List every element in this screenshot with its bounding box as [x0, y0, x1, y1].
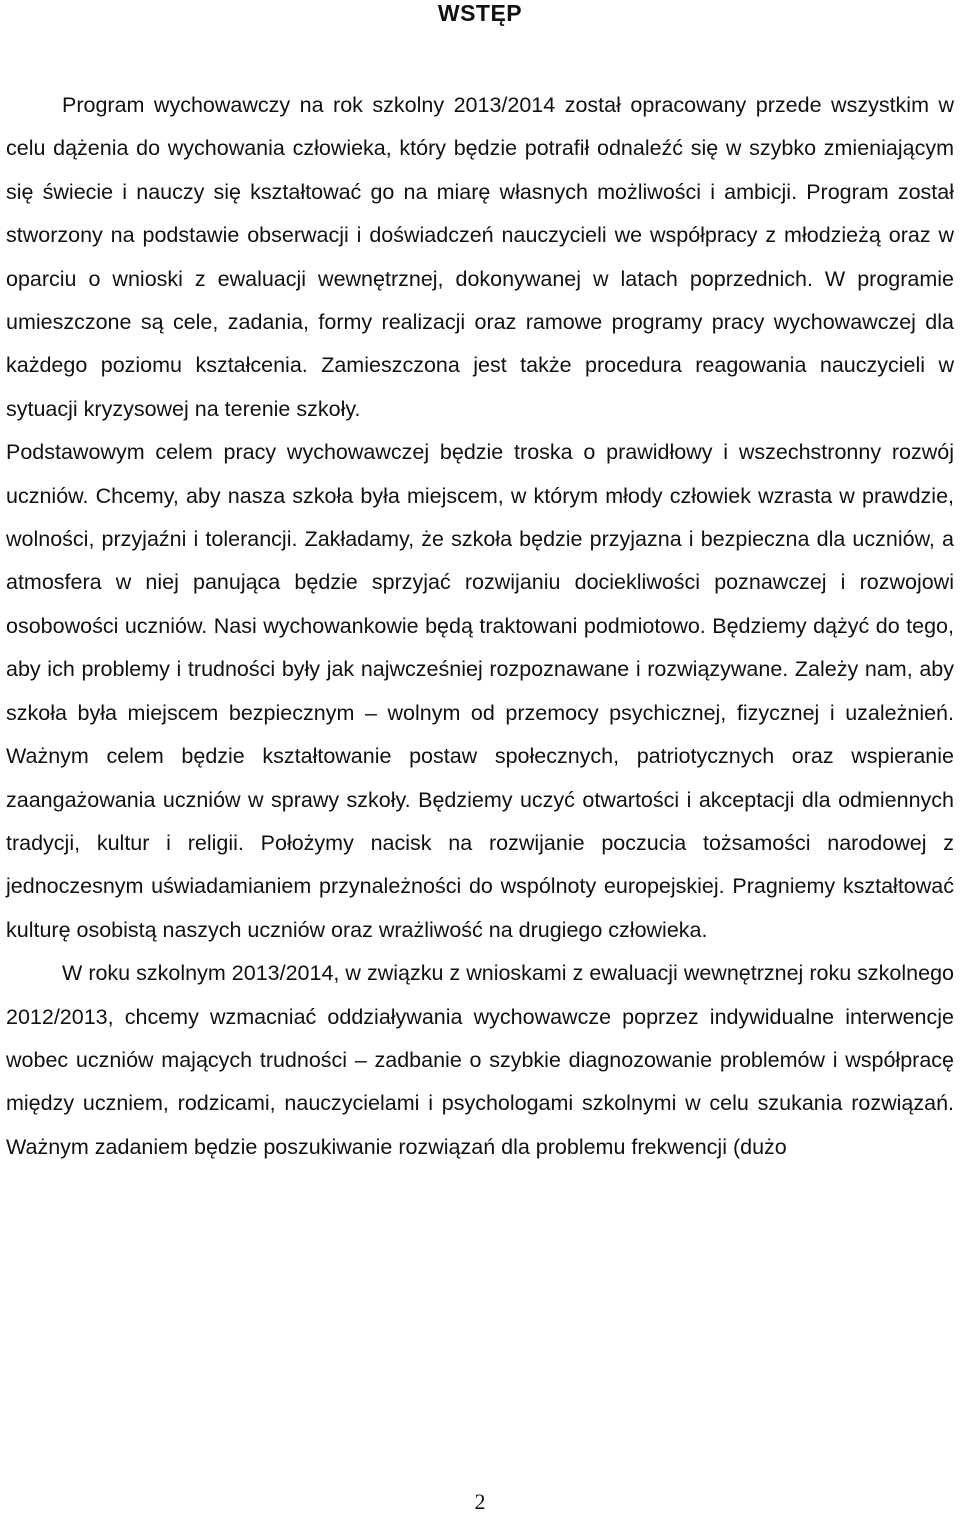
page-number: 2 — [474, 1489, 486, 1514]
paragraph-intro: Program wychowawczy na rok szkolny 2013/2014 został opracowany przede wszystkim w celu dążenia do wychowania człowieka, który będzie potrafił odnaleźć się w szybko zmieniającym się świecie i nauczy się kształtować go na miarę własnych możliwości i ambicji. Program został stworzony na podstawie obserwacji i doświadczeń nauczycieli we współpracy z młodzieżą oraz w oparciu o wnioski z ewaluacji wewnętrznej, dokonywanej w latach poprzednich. W programie umieszczone są cele, zadania, formy realizacji oraz ramowe programy pracy wychowawczej dla każdego poziomu kształcenia. Zamieszczona jest także procedura reagowania nauczycieli w sytuacji kryzysowej na terenie szkoły. — [6, 93, 954, 421]
paragraph-school-year: W roku szkolnym 2013/2014, w związku z wnioskami z ewaluacji wewnętrznej roku szkolnego 2012/2013, chcemy wzmacniać oddziaływania wychowawcze poprzez indywidualne interwencje wobec uczniów mających trudności – zadbanie o szybkie diagnozowanie problemów i współpracę między uczniem, rodzicami, nauczycielami i psychologami szkolnymi w celu szukania rozwiązań. Ważnym zadaniem będzie poszukiwanie rozwiązań dla problemu frekwencji (dużo — [6, 961, 954, 1159]
page-title: WSTĘP — [437, 0, 523, 26]
paragraph-goals: Podstawowym celem pracy wychowawczej będzie troska o prawidłowy i wszechstronny rozwój uczniów. Chcemy, aby nasza szkoła była miejscem, w którym młody człowiek wzrasta w prawdzie, wolności, przyjaźni i tolerancji. Zakładamy, że szkoła będzie przyjazna i bezpieczna dla uczniów, a atmosfera w niej panująca będzie sprzyjać rozwijaniu dociekliwości poznawczej i rozwojowi osobowości uczniów. Nasi wychowankowie będą traktowani podmiotowo. Będziemy dążyć do tego, aby ich problemy i trudności były jak najwcześniej rozpoznawane i rozwiązywane. Zależy nam, aby szkoła była miejscem bezpiecznym – wolnym od przemocy psychicznej, fizycznej i uzależnień. Ważnym celem będzie kształtowanie postaw społecznych, patriotycznych oraz wspieranie zaangażowania uczniów w sprawy szkoły. Będziemy uczyć otwartości i akceptacji dla odmiennych tradycji, kultur i religii. Położymy nacisk na rozwijanie poczucia tożsamości narodowej z jednoczesnym uświadamianiem przynależności do wspólnoty europejskiej. Pragniemy kształtować kulturę osobistą naszych uczniów oraz wrażliwość na drugiego człowieka. — [6, 440, 954, 942]
